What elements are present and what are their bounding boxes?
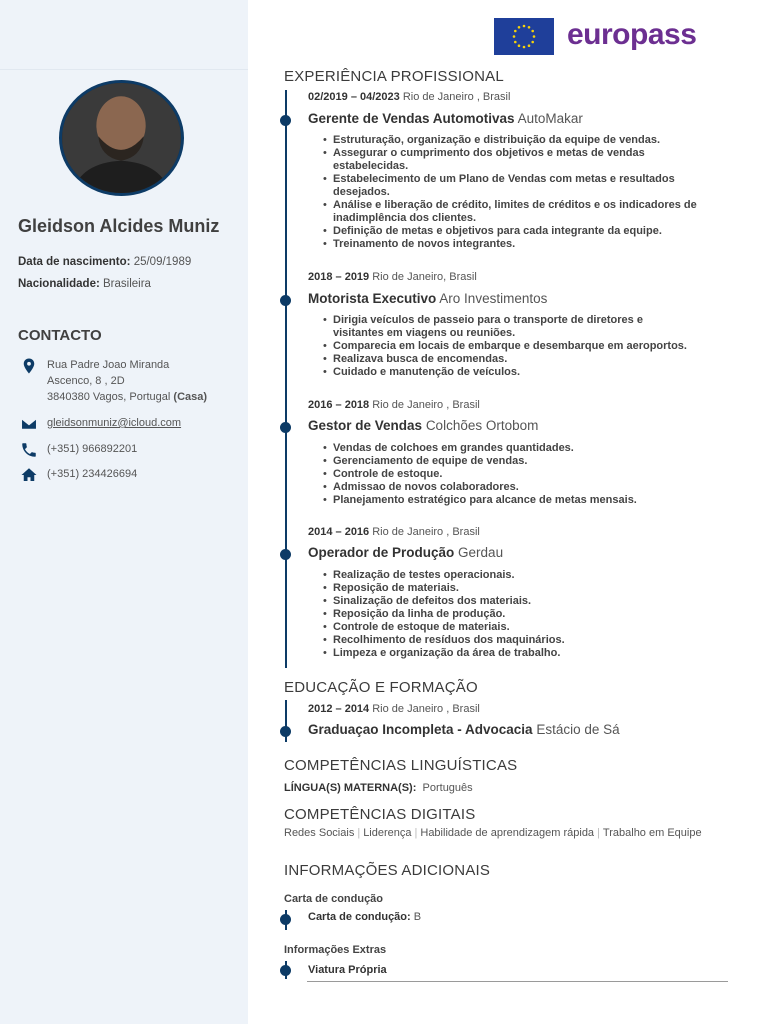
job-2-place: Rio de Janeiro, Brasil (372, 271, 477, 283)
list-item: • Análise e liberação de crédito, limites de créditos e os indicadores de inadimplência dos clientes. (323, 199, 723, 225)
job-2-company: Aro Investimentos (439, 291, 548, 306)
list-item: • Gerenciamento de equipe de vendas. (323, 455, 733, 468)
education-place: Rio de Janeiro , Brasil (372, 703, 480, 715)
home-phone: (+351) 234426694 (47, 468, 138, 480)
job-2-timeline-dot (280, 295, 291, 306)
job-1-timeline-dot (280, 115, 291, 126)
job-2-duties (323, 314, 733, 379)
experience-timeline (285, 90, 287, 668)
additional-title: INFORMAÇÕES ADICIONAIS (284, 862, 491, 879)
job-4-place: Rio de Janeiro , Brasil (372, 526, 480, 538)
job-2-date (308, 271, 477, 283)
address-line-1: Rua Padre Joao Miranda (47, 359, 170, 371)
location-pin-icon (18, 357, 40, 373)
person-name: Gleidson Alcides Muniz (18, 216, 220, 236)
birth-date (18, 256, 191, 268)
extras-heading: Informações Extras (284, 944, 387, 956)
divider (307, 981, 728, 982)
job-1-date (308, 91, 510, 103)
list-item: • Recolhimento de resíduos dos maquinários. (323, 634, 733, 647)
mother-tongue (284, 782, 473, 794)
skill-item: Habilidade de aprendizagem rápida (420, 827, 595, 839)
job-3-duties (323, 442, 733, 507)
mother-tongue-value: Português (422, 782, 473, 794)
home-icon (18, 466, 40, 482)
job-3-period: 2016 – 2018 (308, 399, 370, 411)
phone-icon (18, 441, 40, 457)
home-phone-row (18, 466, 137, 482)
job-1-place: Rio de Janeiro , Brasil (402, 91, 511, 103)
europass-logo: europass (567, 18, 697, 51)
birth-date-label: Data de nascimento: (18, 256, 131, 268)
mother-tongue-label: LÍNGUA(S) MATERNA(S): (284, 782, 417, 794)
address-tag: (Casa) (173, 391, 208, 403)
extras-value: Viatura Própria (308, 964, 387, 976)
education-degree-row (308, 722, 620, 737)
job-3-date (308, 399, 480, 411)
job-1-period: 02/2019 – 04/2023 (308, 91, 400, 103)
list-item: • Dirigia veículos de passeio para o transporte de diretores e visitantes em viagens ou reuniões. (323, 314, 693, 340)
list-item: • Planejamento estratégico para alcance de metas mensais. (323, 494, 733, 507)
skill-item: Redes Sociais (284, 827, 355, 839)
education-timeline-dot (280, 726, 291, 737)
list-item: • Treinamento de novos integrantes. (323, 238, 733, 251)
job-3-company: Colchões Ortobom (425, 418, 539, 433)
list-item: • Estruturação, organização e distribuição da equipe de vendas. (323, 134, 693, 147)
job-4-role (308, 545, 503, 560)
job-1-company: AutoMakar (517, 111, 583, 126)
list-item: • Definição de metas e objetivos para cada integrante da equipe. (323, 225, 733, 238)
education-school: Estácio de Sá (536, 722, 620, 737)
list-item: • Vendas de colchoes em grandes quantidades. (323, 442, 733, 455)
nationality-value: Brasileira (103, 278, 151, 290)
email-link[interactable]: gleidsonmuniz@icloud.com (47, 417, 182, 429)
list-item: • Limpeza e organização da área de trabalho. (323, 647, 733, 660)
digital-title: COMPETÊNCIAS DIGITAIS (284, 806, 476, 823)
list-item: • Comparecia em locais de embarque e desembarque em aeroportos. (323, 340, 733, 353)
experience-title: EXPERIÊNCIA PROFISSIONAL (284, 68, 504, 85)
job-4-period: 2014 – 2016 (308, 526, 370, 538)
skill-separator: | (597, 827, 600, 839)
mobile-phone: (+351) 966892201 (47, 443, 138, 455)
list-item: • Assegurar o cumprimento dos objetivos e metas de vendas estabelecidas. (323, 147, 693, 173)
skill-item: Trabalho em Equipe (602, 827, 702, 839)
license-row (308, 911, 421, 923)
skill-separator: | (357, 827, 361, 839)
job-3-timeline-dot (280, 422, 291, 433)
extras-timeline-dot (280, 965, 291, 976)
education-title: EDUCAÇÃO E FORMAÇÃO (284, 679, 478, 696)
extras-row (308, 964, 387, 976)
job-2-title: Motorista Executivo (308, 291, 437, 306)
list-item: • Estabelecimento de um Plano de Vendas com metas e resultados desejados. (323, 173, 713, 199)
birth-date-value: 25/09/1989 (133, 256, 192, 268)
license-timeline-dot (280, 914, 291, 925)
job-2-role (308, 291, 547, 306)
job-4-date (308, 526, 480, 538)
address-line-3 (47, 389, 207, 405)
skill-item: Liderença (363, 827, 412, 839)
address-text (47, 357, 207, 405)
job-4-company: Gerdau (458, 545, 504, 560)
mobile-phone-row (18, 441, 137, 457)
list-item: • Admissao de novos colaboradores. (323, 481, 733, 494)
list-item: • Controle de estoque de materiais. (323, 621, 733, 634)
eu-flag-icon (494, 18, 554, 55)
job-4-title: Operador de Produção (308, 545, 455, 560)
license-value: B (413, 911, 422, 923)
list-item: • Controle de estoque. (323, 468, 733, 481)
job-3-title: Gestor de Vendas (308, 418, 423, 433)
education-period: 2012 – 2014 (308, 703, 370, 715)
avatar (59, 80, 184, 196)
email-row (18, 415, 181, 431)
license-label: Carta de condução: (308, 911, 411, 923)
address-city: 3840380 Vagos, Portugal (47, 391, 171, 403)
languages-title: COMPETÊNCIAS LINGUÍSTICAS (284, 757, 518, 774)
address-line-2: Ascenco, 8 , 2D (47, 375, 125, 387)
license-heading: Carta de condução (284, 893, 384, 905)
sidebar-top-band (0, 0, 248, 70)
job-1-title: Gerente de Vendas Automotivas (308, 111, 515, 126)
job-4-duties (323, 569, 733, 660)
job-3-role (308, 418, 538, 433)
address (18, 357, 207, 405)
job-1-role (308, 111, 583, 126)
job-2-period: 2018 – 2019 (308, 271, 370, 283)
nationality (18, 278, 151, 290)
skill-separator: | (414, 827, 418, 839)
envelope-icon (18, 415, 40, 431)
list-item: • Sinalização de defeitos dos materiais. (323, 595, 733, 608)
avatar-photo (62, 83, 181, 193)
list-item: • Reposição de materiais. (323, 582, 733, 595)
job-3-place: Rio de Janeiro , Brasil (372, 399, 480, 411)
nationality-label: Nacionalidade: (18, 278, 100, 290)
contact-title: CONTACTO (18, 327, 102, 344)
job-1-duties (323, 134, 733, 251)
list-item: • Cuidado e manutenção de veículos. (323, 366, 733, 379)
job-4-timeline-dot (280, 549, 291, 560)
education-date (308, 703, 480, 715)
list-item: • Realização de testes operacionais. (323, 569, 733, 582)
list-item: • Reposição da linha de produção. (323, 608, 733, 621)
digital-skills-list (284, 828, 724, 839)
list-item: • Realizava busca de encomendas. (323, 353, 733, 366)
education-degree: Graduaçao Incompleta - Advocacia (308, 722, 533, 737)
